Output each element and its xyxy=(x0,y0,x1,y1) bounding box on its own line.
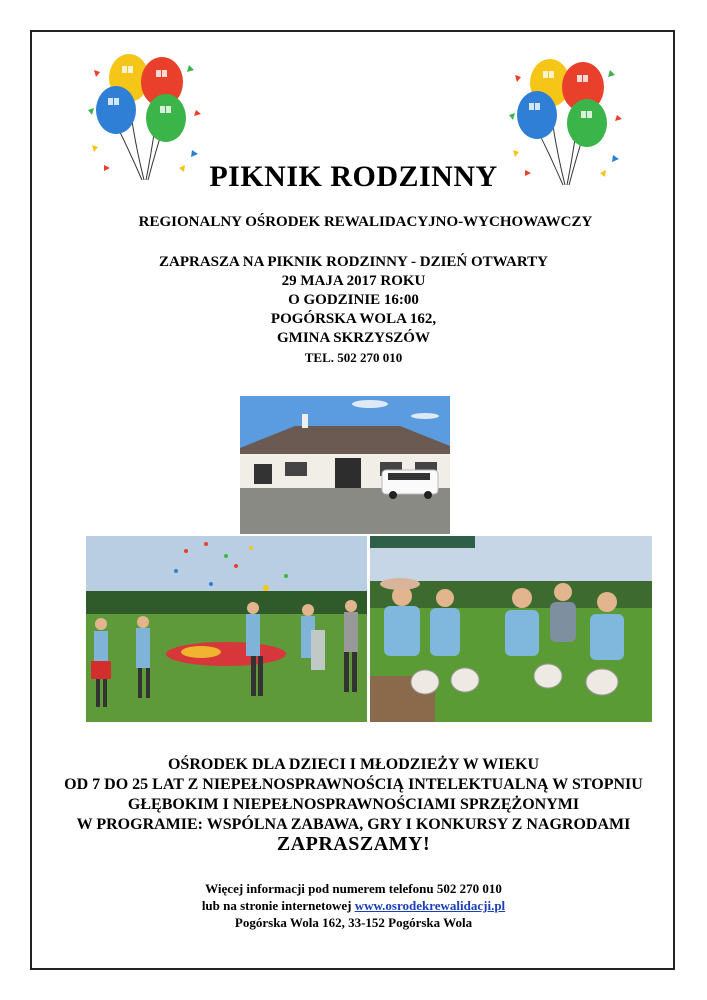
center-description xyxy=(0,755,707,835)
footer-website-line xyxy=(0,897,707,914)
building-photo xyxy=(240,396,450,534)
call-to-action: ZAPRASZAMY! xyxy=(276,833,431,855)
description-line: OŚRODEK DLA DZIECI I MŁODZIEŻY W WIEKU xyxy=(167,756,540,773)
website-link[interactable]: www.osrodekrewalidacji.pl xyxy=(354,898,506,913)
parachute-game-photo xyxy=(86,536,367,722)
event-phone: TEL. 502 270 010 xyxy=(304,350,403,365)
event-date: 29 MAJA 2017 ROKU xyxy=(281,273,426,289)
footer-address-line: Pogórska Wola 162, 33-152 Pogórska Wola xyxy=(234,915,473,930)
poster-title: PIKNIK RODZINNY xyxy=(209,160,498,193)
footer-phone-line: Więcej informacji pod numerem telefonu 502 270 010 xyxy=(205,881,502,896)
invitation-block xyxy=(0,253,707,367)
footer-website-prefix: lub na stronie internetowej xyxy=(201,898,355,913)
footer-contact xyxy=(0,880,707,931)
drumming-photo xyxy=(370,536,652,722)
description-line: W PROGRAMIE: WSPÓLNA ZABAWA, GRY I KONKURSY Z NAGRODAMI xyxy=(76,816,631,833)
description-line: GŁĘBOKIM I NIEPEŁNOSPRAWNOŚCIAMI SPRZĘŻONYMI xyxy=(127,796,580,813)
event-time: O GODZINIE 16:00 xyxy=(288,292,419,308)
event-commune: GMINA SKRZYSZÓW xyxy=(277,330,430,346)
event-address: POGÓRSKA WOLA 162, xyxy=(270,311,437,327)
description-line: OD 7 DO 25 LAT Z NIEPEŁNOSPRAWNOŚCIĄ INTELEKTUALNĄ W STOPNIU xyxy=(64,776,643,793)
organization-name: REGIONALNY OŚRODEK REWALIDACYJNO-WYCHOWAWCZY xyxy=(138,214,593,230)
invitation-line: ZAPRASZA NA PIKNIK RODZINNY - DZIEŃ OTWARTY xyxy=(159,254,548,270)
